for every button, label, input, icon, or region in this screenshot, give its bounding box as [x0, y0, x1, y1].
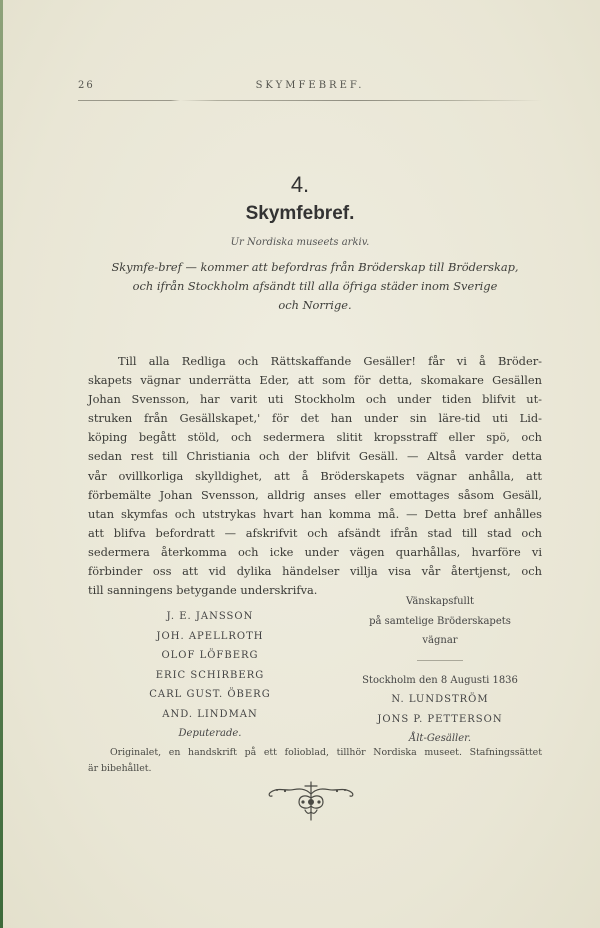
- subtitle-line: och ifrån Stockholm afsändt till alla öfriga städer inom Sverige: [132, 279, 498, 293]
- body-line: struken från Gesällskapet,' för det han under sin läre-tid uti Lid-: [88, 411, 542, 426]
- body-line: vår ovillkorliga skylldighet, att å Bröderskapets vägnar anhålla, att: [88, 468, 542, 483]
- document-source: Ur Nordiska museets arkiv.: [230, 237, 370, 248]
- signatory-name: JONS P. PETTERSON: [377, 713, 503, 725]
- body-line: förbemälte Johan Svensson, alldrig anses eller emottages såsom Gesäll,: [88, 487, 542, 502]
- place-date: Stockholm den 8 Augusti 1836: [362, 674, 518, 686]
- signatory-name: J. E. JANSSON: [166, 611, 254, 622]
- signatory-name: N. LUNDSTRÖM: [391, 694, 489, 705]
- header-rule: [78, 100, 542, 101]
- signatory-role: Ålt-Gesäller.: [409, 733, 471, 744]
- footnote-line: är bibehållet.: [88, 763, 152, 774]
- body-line: köping begått stöld, och sedermera slitit kropsstraff eller spö, och: [88, 430, 542, 445]
- footnote: [88, 745, 542, 777]
- document-number: 4.: [290, 172, 310, 197]
- page-number: 26: [78, 80, 95, 91]
- body-line: förbinder oss att vid dylika händelser villja visa vår återtjenst, och: [88, 564, 542, 579]
- body-line: sedermera återkomma och icke under vägen quarhållas, hvarföre vi: [88, 544, 542, 559]
- signatory-name: CARL GUST. ÖBERG: [149, 689, 271, 700]
- signatory-name: OLOF LÖFBERG: [161, 650, 259, 661]
- signature-divider: [417, 660, 463, 661]
- fleuron-ornament-icon: [265, 780, 357, 824]
- body-line: skapets vägnar underrätta Eder, att som för detta, skomakare Gesällen: [88, 373, 542, 388]
- body-line: att blifva befordratt — afskrifvit och afsändt ifrån stad till stad och: [88, 525, 542, 540]
- signatures-right: [330, 592, 550, 749]
- subtitle-line: och Norrige.: [278, 298, 352, 312]
- subtitle-line: Skymfe-bref — kommer att befordras från Bröderskap till Bröderskap,: [111, 260, 519, 274]
- running-head: [78, 80, 542, 96]
- document-subtitle: [88, 258, 542, 315]
- footnote-line: Originalet, en handskrift på ett folioblad, tillhör Nordiska museet. Stafningssättet: [110, 747, 542, 758]
- page-edge: [0, 0, 3, 928]
- body-line: Johan Svensson, har varit uti Stockholm och under tiden blifvit ut-: [88, 392, 542, 407]
- greeting-line: Vänskapsfullt: [406, 596, 474, 607]
- body-line: Till alla Redliga och Rättskaffande Gesäller! får vi å Bröder-: [118, 354, 542, 368]
- signatory-name: JOH. APELLROTH: [156, 630, 264, 642]
- signatures-left: [110, 607, 310, 744]
- body-line: till sanningens betygande underskrifva.: [88, 583, 318, 598]
- running-head-title: SKYMFEBREF.: [255, 80, 365, 91]
- signatory-name: ERIC SCHIRBERG: [155, 669, 265, 681]
- document-title: Skymfebref.: [245, 203, 355, 224]
- greeting-line: vägnar: [422, 635, 458, 646]
- body-line: sedan rest till Christiania och der blifvit Gesäll. — Altså varder detta: [88, 449, 542, 464]
- body-line: utan skymfas och utstrykas hvart han komma må. — Detta bref anhålles: [88, 506, 542, 521]
- letter-body: [88, 352, 542, 600]
- greeting-line: på samtelige Bröderskapets: [369, 615, 511, 627]
- signatory-name: AND. LINDMAN: [162, 708, 258, 720]
- signatory-role: Deputerade.: [178, 728, 242, 739]
